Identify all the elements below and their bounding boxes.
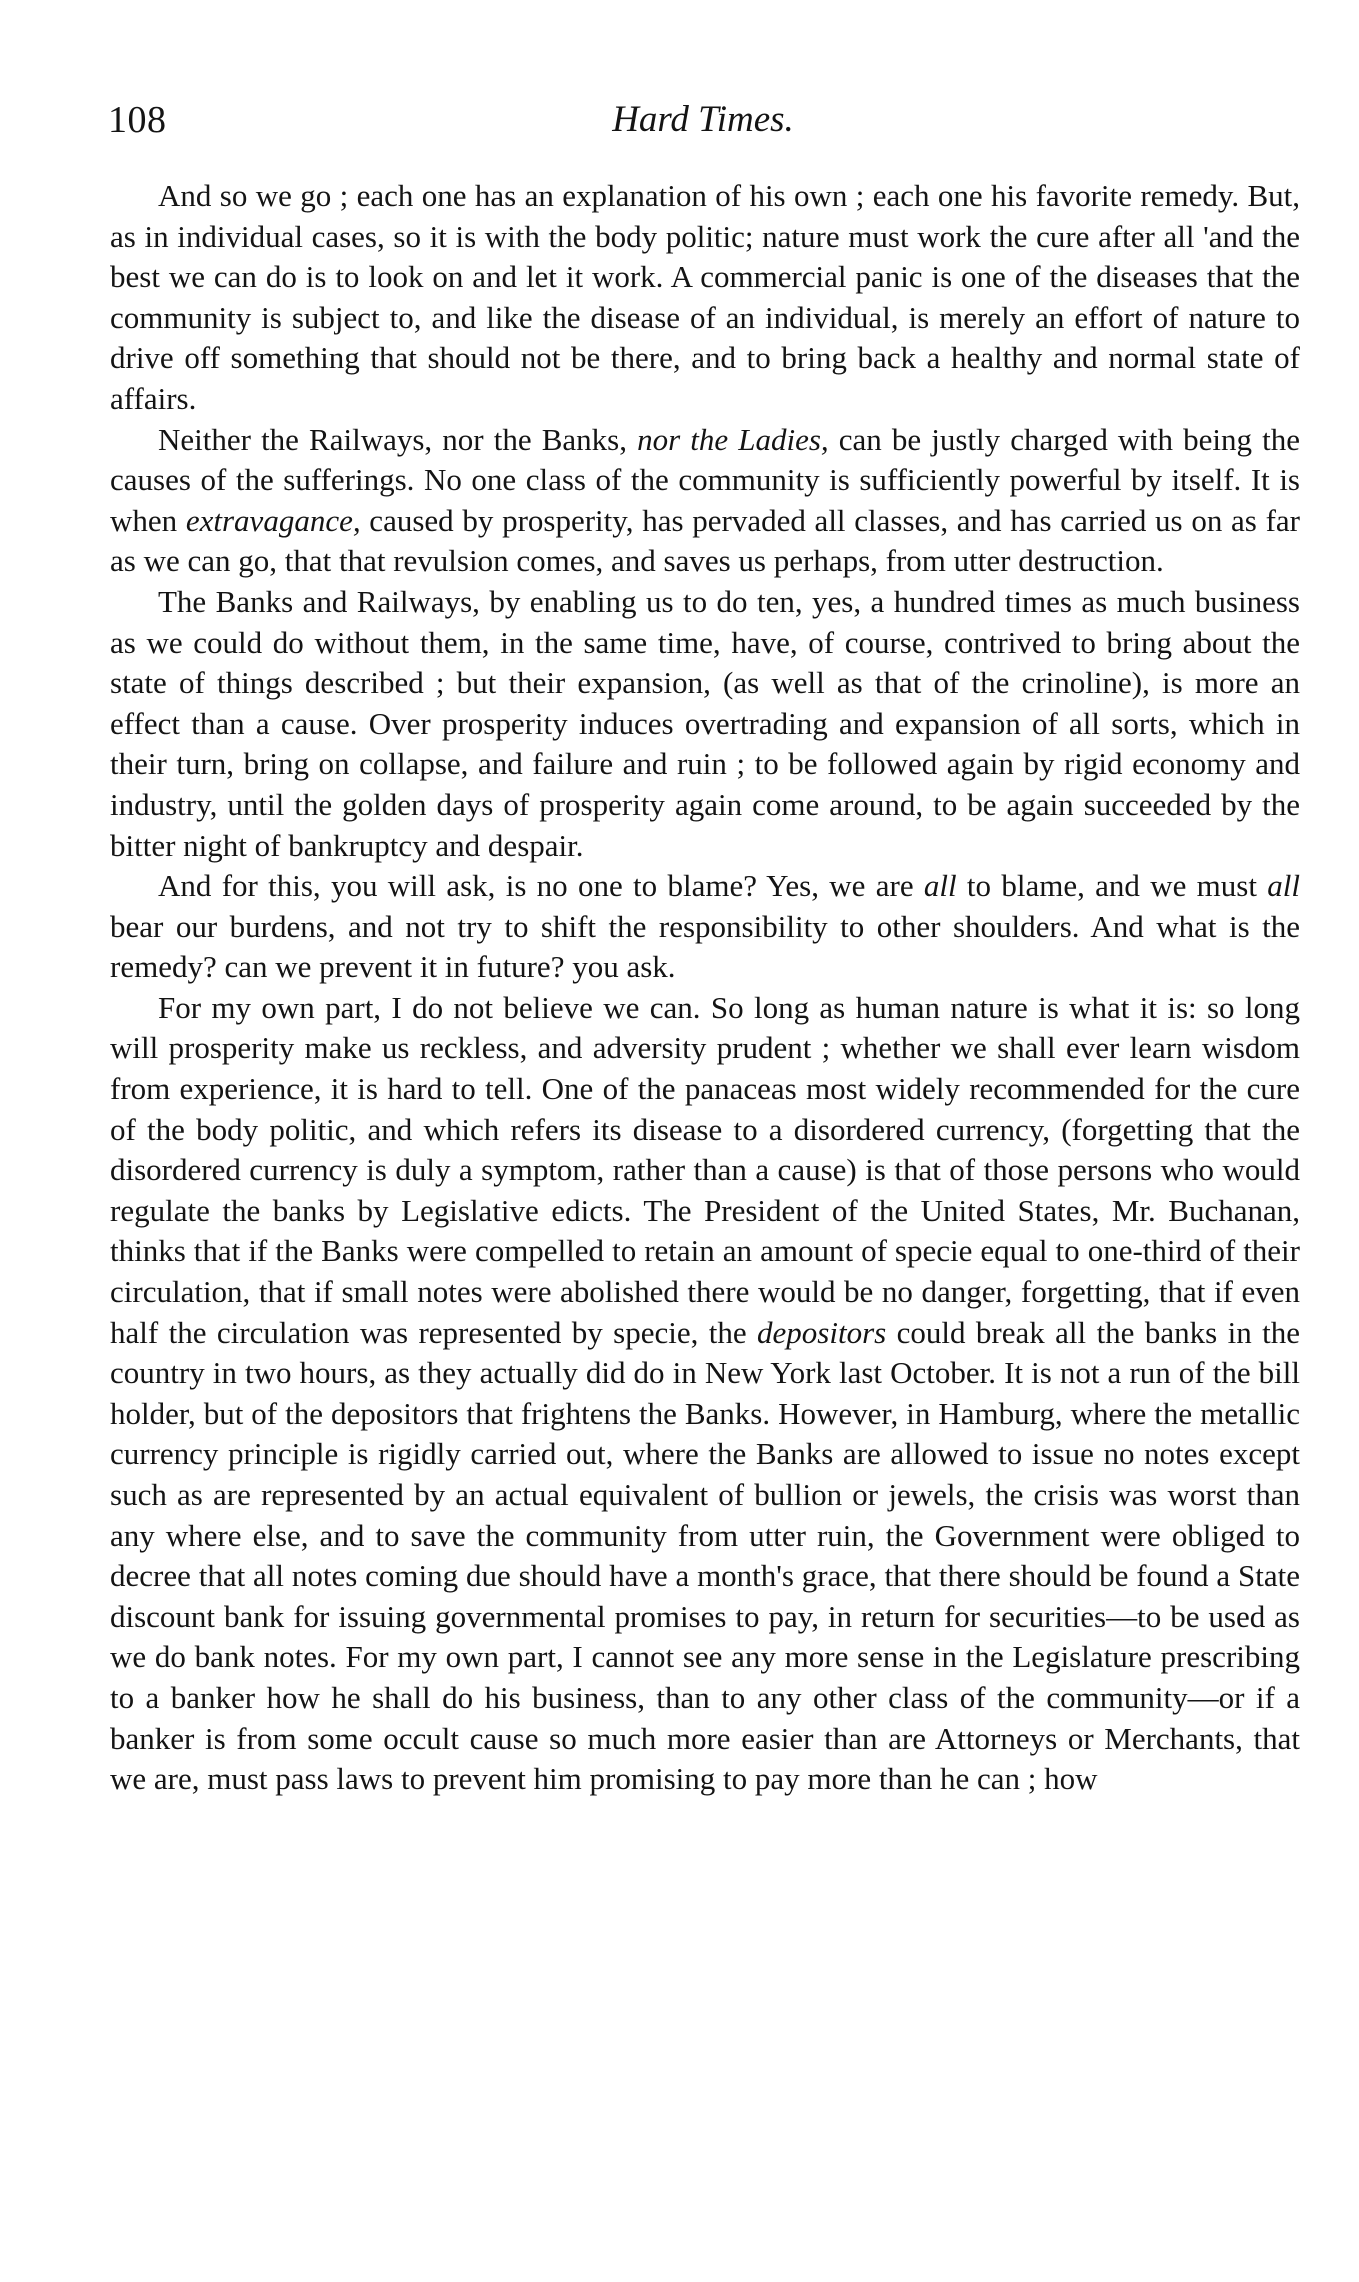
page-number: 108 (108, 99, 167, 141)
running-head: Hard Times. (612, 99, 794, 140)
text-run: caused by prosperity, has pervaded all classes, and has carried us on as far as we can go, that that revulsion comes, and saves us perhaps, from utter destruction. (110, 502, 1300, 579)
paragraph (110, 176, 1300, 420)
body-text (110, 176, 1300, 1800)
italic-text: all (923, 868, 957, 904)
text-run: can be justly charged with being the causes of the sufferings. No one class of the community is sufficiently powerful by itself. It is when (110, 421, 1300, 538)
text-run: bear our burdens, and not try to shift the responsibility to other shoulders. And what is the remedy? can we prevent it in future? you ask. (110, 908, 1300, 985)
italic-text: all (1267, 868, 1300, 904)
italic-text: nor the Ladies, (637, 421, 829, 457)
paragraph (110, 420, 1300, 582)
paragraph (110, 866, 1300, 988)
text-run: For my own part, I do not believe we can. So long as human nature is what it is: so long will prosperity make us reckless, and adversity prudent ; whether we shall ever learn wisdom from experience, it is hard to tell. One of the panaceas most widely recommended for the cure of the body politic, and which refers its disease to a disordered currency, (forgetting that the disordered currency is duly a symptom, rather than a cause) is that of those persons who would regulate the banks by Legislative edicts. The President of the United States, Mr. Buchanan, thinks that if the Banks were compelled to retain an amount of specie equal to one-third of their circulation, that if small notes were abolished there would be no danger, forgetting, that if even half the circulation was represented by specie, the (110, 989, 1300, 1350)
page-header (108, 92, 1298, 148)
paragraph (110, 988, 1300, 1800)
text-run: And for this, you will ask, is no one to blame? Yes, we are (158, 868, 924, 904)
text-run: The Banks and Railways, by enabling us to do ten, yes, a hundred times as much business as we could do without them, in the same time, have, of course, contrived to bring about the state of things described ; but their expansion, (as well as that of the crinoline), is more an effect than a cause. Over prosperity induces overtrading and expansion of all sorts, which in their turn, bring on collapse, and failure and ruin ; to be followed again by rigid economy and industry, until the golden days of prosperity again come around, to be again succeeded by the bitter night of bankruptcy and despair. (110, 583, 1300, 863)
text-run: to blame, and we must (956, 868, 1268, 904)
text-run: And so we go ; each one has an explanation of his own ; each one his favorite remedy. But, as in individual cases, so it is with the body politic; nature must work the cure after all 'and the best we can do is to look on and let it work. A commercial panic is one of the diseases that the community is subject to, and like the disease of an individual, is merely an effort of nature to drive off something that should not be there, and to bring back a healthy and normal state of affairs. (110, 178, 1300, 416)
text-run: Neither the Railways, nor the Banks, (158, 421, 638, 457)
italic-text: depositors (757, 1314, 887, 1350)
text-run: could break all the banks in the country in two hours, as they actually did do in New York last October. It is not a run of the bill holder, but of the depositors that frightens the Banks. However, in Hamburg, where the metallic currency principle is rigidly carried out, where the Banks are allowed to issue no notes except such as are represented by an actual equivalent of bullion or jewels, the crisis was worst than any where else, and to save the community from utter ruin, the Government were obliged to decree that all notes coming due should have a month's grace, that there should be found a State discount bank for issuing governmental promises to pay, in return for securities—to be used as we do bank notes. For my own part, I cannot see any more sense in the Legislature prescribing to a banker how he shall do his business, than to any other class of the community—or if a banker is from some occult cause so much more easier than are Attorneys or Merchants, that we are, must pass laws to prevent him promising to pay more than he can ; how (110, 1314, 1300, 1797)
paragraph (110, 582, 1300, 866)
italic-text: extravagance, (185, 502, 361, 538)
